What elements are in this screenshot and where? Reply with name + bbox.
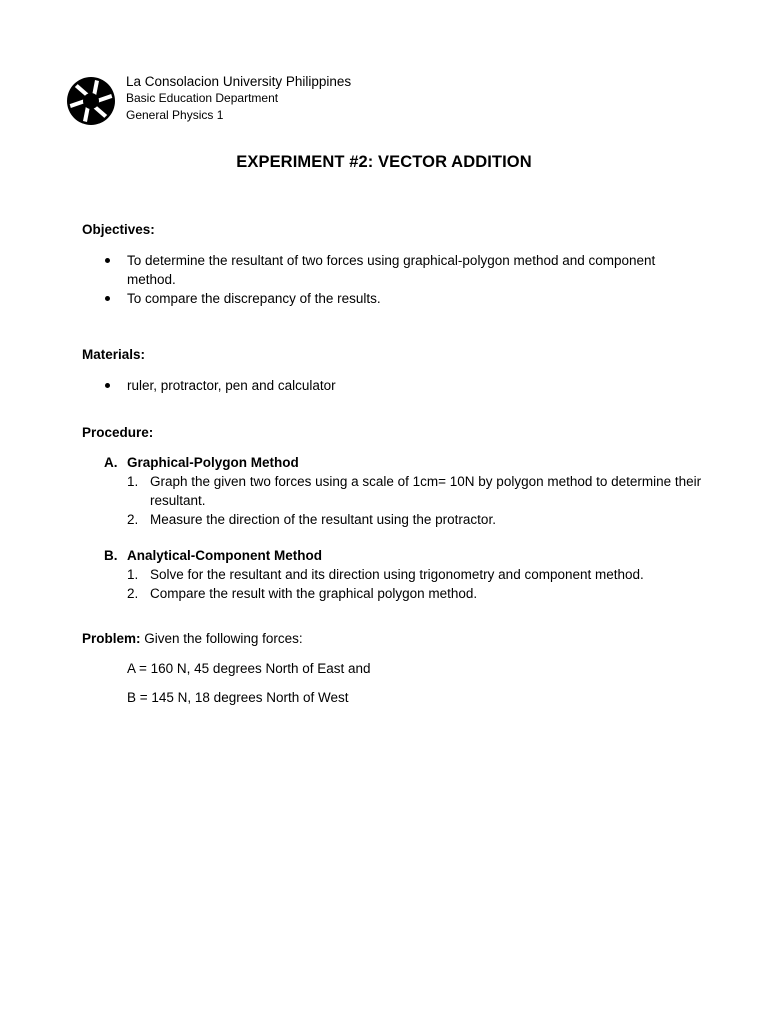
section-letter: B. [104,548,118,563]
steps-list [104,472,704,529]
force-a: A = 160 N, 45 degrees North of East and [127,661,371,676]
list-item: ruler, protractor, pen and calculator [82,376,682,395]
step-text: Graph the given two forces using a scale of 1cm= 10N by polygon method to determine their resultant. [150,474,702,508]
list-item [104,565,704,584]
section-letter: A. [104,455,118,470]
step-number: 2. [127,512,139,527]
procedure-heading: Procedure: [82,425,154,440]
section-title [104,453,704,472]
problem-intro: Given the following forces: [144,631,303,646]
step-text: Solve for the resultant and its direction using trigonometry and component method. [150,567,644,582]
list-item [104,510,704,529]
list-item: To compare the discrepancy of the results. [82,289,682,308]
list-item: To determine the resultant of two forces using graphical-polygon method and component method. [82,251,682,289]
problem-statement [82,631,303,646]
objectives-heading: Objectives: [82,222,155,237]
institution-name: La Consolacion University Philippines [126,74,352,89]
section-title-text: Analytical-Component Method [127,548,322,563]
step-text: Measure the direction of the resultant using the protractor. [150,512,496,527]
list-item [104,472,704,510]
list-item [104,584,704,603]
objectives-list [82,251,682,308]
section-title [104,546,704,565]
steps-list [104,565,704,603]
procedure-section-b [104,546,704,603]
materials-heading: Materials: [82,347,146,362]
materials-list [82,376,682,395]
page-title: EXPERIMENT #2: VECTOR ADDITION [236,153,532,171]
institution-block [126,73,351,124]
procedure-section-a [104,453,704,529]
course-name: General Physics 1 [126,108,224,122]
aperture-logo-icon [66,76,116,126]
step-number: 2. [127,586,139,601]
step-text: Compare the result with the graphical polygon method. [150,586,478,601]
department-name: Basic Education Department [126,91,279,105]
force-b: B = 145 N, 18 degrees North of West [127,690,349,705]
step-number: 1. [127,567,139,582]
section-title-text: Graphical-Polygon Method [127,455,299,470]
problem-label: Problem: [82,631,141,646]
step-number: 1. [127,474,139,489]
